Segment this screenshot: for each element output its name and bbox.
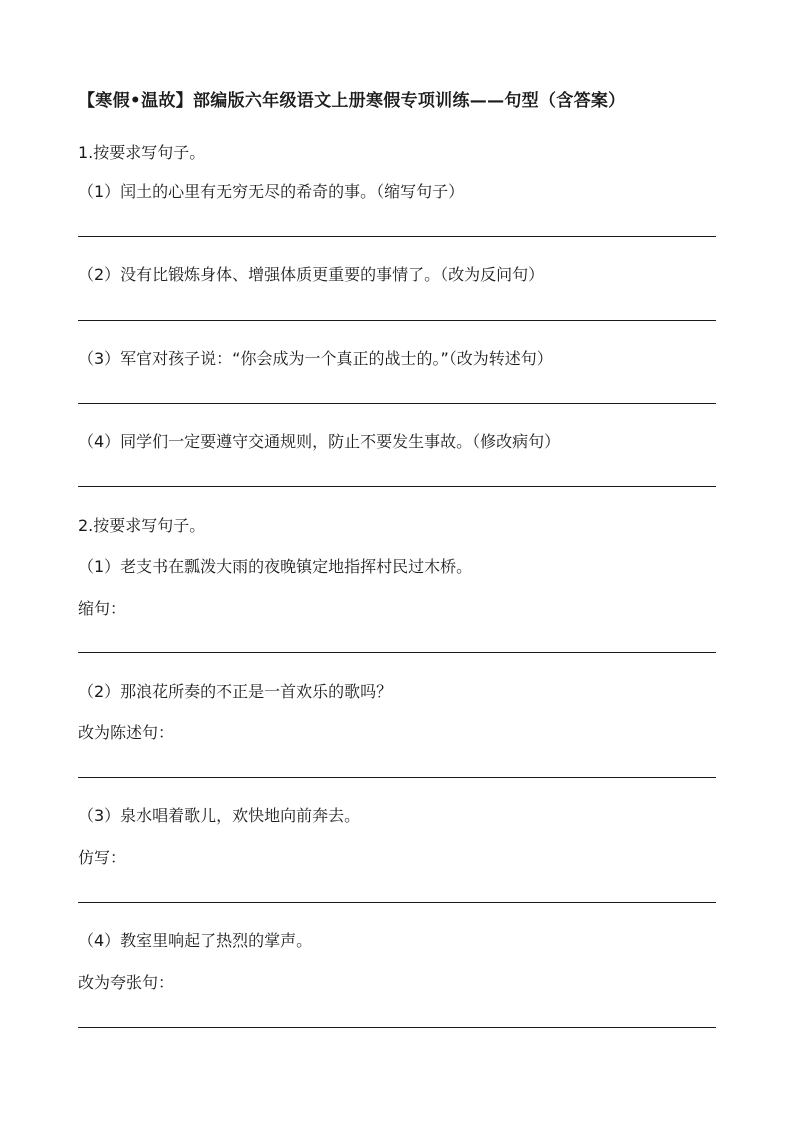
- question-text: （2）没有比锻炼身体、增强体质更重要的事情了。（改为反问句）: [78, 265, 545, 284]
- question-text: （4）教室里响起了热烈的掌声。: [78, 931, 313, 950]
- answer-line[interactable]: [78, 486, 716, 487]
- question-text: （2）那浪花所奏的不正是一首欢乐的歌吗？: [78, 682, 393, 701]
- answer-line[interactable]: [78, 1027, 716, 1028]
- question-text: （1）闰土的心里有无穷无尽的希奇的事。（缩写句子）: [78, 182, 465, 201]
- question-text: （1）老支书在瓢泼大雨的夜晚镇定地指挥村民过木桥。: [78, 557, 473, 576]
- section-heading: 1.按要求写句子。: [78, 143, 206, 162]
- answer-line[interactable]: [78, 403, 716, 404]
- answer-prompt: 仿写：: [78, 848, 127, 867]
- answer-line[interactable]: [78, 320, 716, 321]
- answer-prompt: 改为陈述句：: [78, 723, 175, 742]
- answer-line[interactable]: [78, 652, 716, 653]
- answer-line[interactable]: [78, 777, 716, 778]
- answer-line[interactable]: [78, 902, 716, 903]
- document-title: 【寒假•温故】部编版六年级语文上册寒假专项训练——句型（含答案）: [78, 91, 626, 111]
- section-heading: 2.按要求写句子。: [78, 516, 206, 535]
- answer-prompt: 缩句：: [78, 599, 127, 618]
- answer-line[interactable]: [78, 236, 716, 237]
- question-text: （4）同学们一定要遵守交通规则，防止不要发生事故。（修改病句）: [78, 432, 561, 451]
- question-text: （3）军官对孩子说：“你会成为一个真正的战士的。”（改为转述句）: [78, 349, 553, 368]
- question-text: （3）泉水唱着歌儿，欢快地向前奔去。: [78, 806, 361, 825]
- answer-prompt: 改为夸张句：: [78, 973, 175, 992]
